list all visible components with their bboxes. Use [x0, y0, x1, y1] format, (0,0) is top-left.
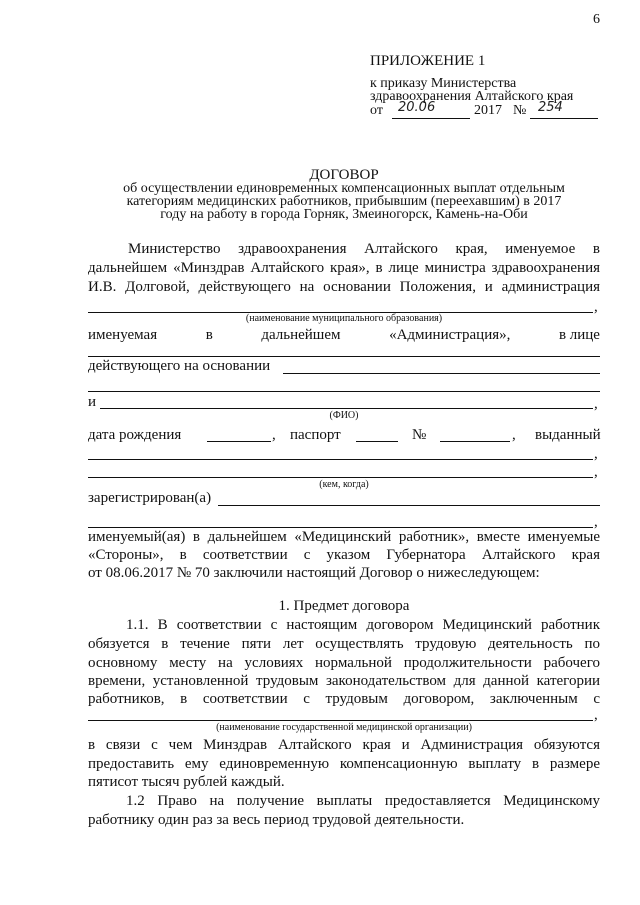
section-1-p1-line-2: обязуется в течение пяти лет осуществлять трудовую деятельность по: [88, 636, 600, 652]
birth-label: дата рождения: [88, 427, 182, 443]
contract-subtitle-2: категориям медицинских работников, прибывшим (переехавшим) в 2017: [126, 194, 562, 209]
passport-number-label: №: [412, 427, 427, 443]
page-number: 6: [593, 12, 600, 27]
acting-label: действующего на основании: [88, 358, 271, 374]
named-line-1: именуемый(ая) в дальнейшем «Медицинский работник», вместе именуемые: [88, 529, 600, 545]
section-1-p1-line-4: времени, установленной трудовым законодательством для данной категории: [88, 673, 600, 689]
named-line-2: «Стороны», в соответствии с указом Губернатора Алтайского края: [88, 547, 600, 563]
contract-title: ДОГОВОР: [309, 167, 379, 183]
appendix-line1: к приказу Министерства: [370, 76, 517, 91]
comma: ,: [594, 464, 598, 480]
basis-blank-2[interactable]: [88, 391, 600, 392]
admin-word-4: «Администрация»,: [389, 327, 511, 343]
section-1-p2-line-1: в связи с чем Минздрав Алтайского края и Администрация обязуются: [88, 737, 600, 753]
admin-word-2: в: [205, 327, 213, 343]
contract-subtitle-3: году на работу в города Горняк, Змеиногорск, Камень-на-Оби: [160, 207, 528, 222]
issued-label: выданный: [535, 427, 601, 443]
contract-subtitle-1: об осуществлении единовременных компенсационных выплат отдельным: [123, 181, 565, 196]
caption-municipal: (наименование муниципального образования): [245, 313, 443, 324]
intro-line-1: Министерство здравоохранения Алтайского края, именуемое в: [128, 241, 600, 257]
issued-blank-1[interactable]: [88, 459, 593, 460]
appendix-title: ПРИЛОЖЕНИЕ 1: [370, 53, 486, 69]
appendix-number-label: №: [513, 103, 527, 118]
comma: ,: [594, 299, 598, 315]
caption-medical-org: (наименование государственной медицинской организации): [216, 722, 472, 733]
admin-word-5: в лице: [558, 327, 600, 343]
intro-line-3: И.В. Долговой, действующего на основании Положения, и администрация: [88, 279, 600, 295]
registered-blank-1[interactable]: [218, 505, 600, 506]
appendix-from-label: от: [370, 103, 383, 118]
appendix-line2: здравоохранения Алтайского края: [370, 89, 574, 104]
admin-word-3: дальнейшем: [261, 327, 341, 343]
section-1-p2-line-2: предоставить ему единовременную компенсационную выплату в размере: [88, 756, 600, 772]
number-underline: [530, 118, 598, 119]
section-1-p3-line-1: 1.2 Право на получение выплаты предоставляется Медицинскому: [126, 793, 600, 809]
passport-label: паспорт: [290, 427, 341, 443]
section-1-p1-line-5: работников, в соответствии с трудовым договором, заключенным с: [88, 691, 600, 707]
section-1-p1-line-1: 1.1. В соответствии с настоящим договором Медицинский работник: [126, 617, 600, 633]
passport-comma: ,: [512, 427, 516, 443]
appendix-year: 2017: [474, 103, 502, 118]
date-underline: [392, 118, 470, 119]
birth-date-blank[interactable]: [207, 441, 271, 442]
date-handwritten: 20.06: [398, 100, 436, 115]
comma: ,: [594, 707, 598, 723]
medical-org-blank[interactable]: [88, 720, 593, 721]
comma: ,: [594, 446, 598, 462]
passport-series-blank[interactable]: [356, 441, 398, 442]
named-line-3: от 08.06.2017 № 70 заключили настоящий Договор о нижеследующем:: [88, 565, 540, 581]
and-label: и: [88, 394, 97, 410]
number-handwritten: 254: [538, 100, 563, 115]
section-1-p2-line-3: пятисот тысяч рублей каждый.: [88, 774, 285, 790]
comma: ,: [594, 514, 598, 530]
passport-number-blank[interactable]: [440, 441, 510, 442]
admin-word-1: именуемая: [88, 327, 158, 343]
issued-blank-2[interactable]: [88, 477, 593, 478]
caption-fio: (ФИО): [329, 410, 359, 421]
registered-label: зарегистрирован(а): [88, 490, 212, 506]
intro-line-2: дальнейшем «Минздрав Алтайского края», в лице министра здравоохранения: [88, 260, 600, 276]
admin-row: [88, 326, 600, 344]
section-1-p3-line-2: работнику один раз за весь период трудовой деятельности.: [88, 812, 465, 828]
section-1-p1-line-3: основному месту на условиях нормальной продолжительности рабочего: [88, 655, 600, 671]
basis-blank-1[interactable]: [283, 373, 600, 374]
caption-when-by: (кем, когда): [319, 479, 369, 490]
section-1-title: 1. Предмет договора: [278, 598, 410, 614]
comma: ,: [594, 396, 598, 412]
fio-blank[interactable]: [100, 408, 593, 409]
birth-comma: ,: [272, 427, 276, 443]
